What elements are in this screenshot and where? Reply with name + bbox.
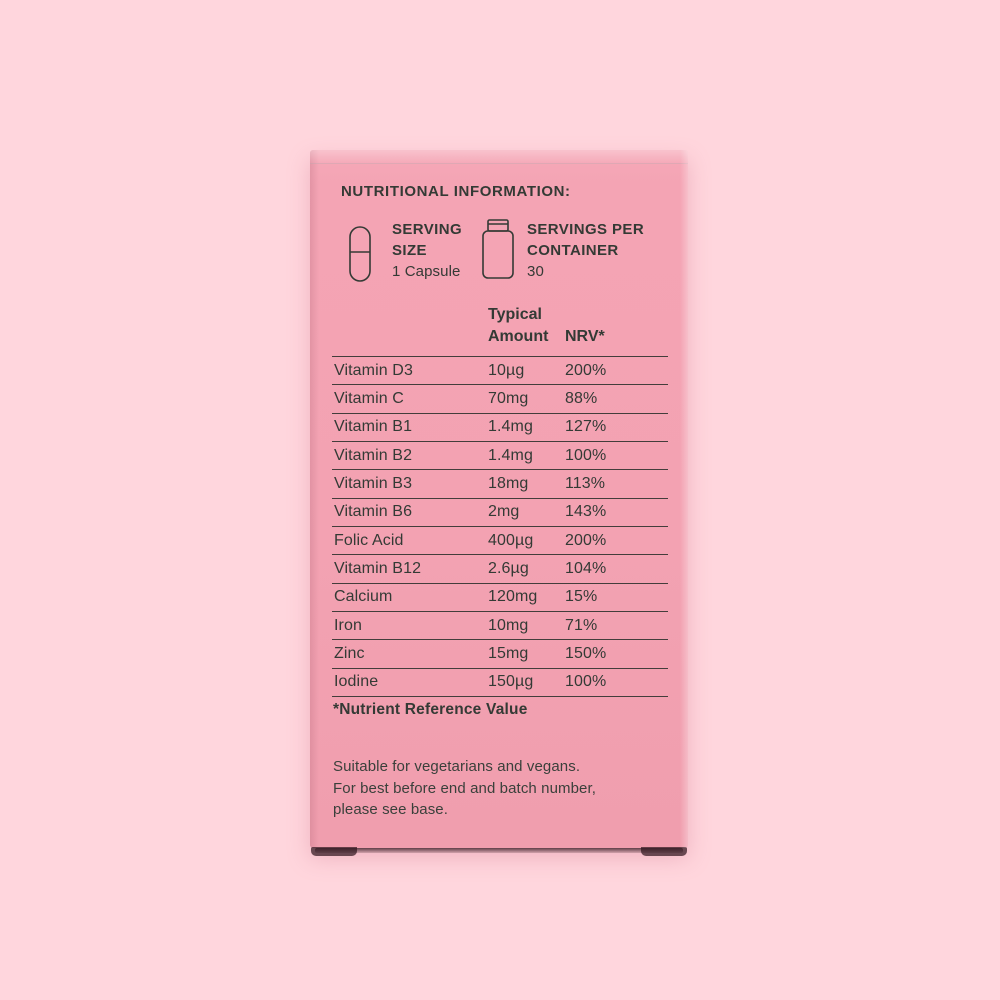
jar-icon xyxy=(481,219,515,284)
nutrient-amount: 150µg xyxy=(488,673,534,691)
box-bottom-flap-left xyxy=(311,847,357,856)
table-row xyxy=(332,584,668,612)
table-row xyxy=(332,555,668,583)
table-row xyxy=(332,385,668,413)
nrv-footnote: *Nutrient Reference Value xyxy=(333,701,528,718)
nutrient-nrv: 15% xyxy=(565,588,598,606)
table-header-spacer xyxy=(332,304,488,348)
nutrient-amount: 2.6µg xyxy=(488,560,529,578)
table-row xyxy=(332,414,668,442)
nutrient-amount: 400µg xyxy=(488,531,534,549)
table-row xyxy=(332,499,668,527)
nutrient-name: Iodine xyxy=(334,673,379,691)
nutrient-name: Zinc xyxy=(334,645,365,663)
table-header xyxy=(332,304,668,348)
nutrient-nrv: 100% xyxy=(565,446,607,464)
servings-per-container-block xyxy=(527,219,644,282)
nutrient-amount: 1.4mg xyxy=(488,418,533,436)
table-row xyxy=(332,357,668,385)
table-row xyxy=(332,470,668,498)
nutrient-name: Vitamin B6 xyxy=(334,503,413,521)
box-bottom-shadow xyxy=(315,848,683,853)
nutrient-nrv: 143% xyxy=(565,503,607,521)
column-header-typical-amount xyxy=(488,304,565,348)
capsule-icon xyxy=(349,226,371,287)
nutrient-name: Vitamin B12 xyxy=(334,560,422,578)
note-line: please see base. xyxy=(333,801,449,818)
product-box-back-panel xyxy=(310,150,688,848)
nutrient-amount: 15mg xyxy=(488,645,529,663)
nutrient-nrv: 71% xyxy=(565,616,598,634)
nutrient-amount: 18mg xyxy=(488,475,529,493)
column-header-amount: Amount xyxy=(488,328,549,345)
serving-size-value: 1 Capsule xyxy=(392,263,461,280)
table-row xyxy=(332,527,668,555)
nutrient-amount: 2mg xyxy=(488,503,520,521)
serving-size-block xyxy=(392,219,462,282)
nutrient-name: Calcium xyxy=(334,588,393,606)
nutrient-nrv: 127% xyxy=(565,418,607,436)
nutrient-amount: 70mg xyxy=(488,390,529,408)
table-row xyxy=(332,612,668,640)
table-row xyxy=(332,442,668,470)
nutrient-name: Vitamin B3 xyxy=(334,475,413,493)
nutrient-nrv: 200% xyxy=(565,531,607,549)
box-top-flap xyxy=(310,150,688,164)
box-bottom-flap-right xyxy=(641,847,687,856)
nutrient-nrv: 200% xyxy=(565,361,607,379)
note-line: For best before end and batch number, xyxy=(333,779,597,797)
nutrient-nrv: 88% xyxy=(565,390,598,408)
nutrient-amount: 10mg xyxy=(488,616,529,634)
nutritional-information-heading: NUTRITIONAL INFORMATION: xyxy=(341,183,571,200)
nutrient-name: Vitamin B1 xyxy=(334,418,413,436)
table-row xyxy=(332,669,668,697)
servings-per-container-value: 30 xyxy=(527,263,544,280)
nutrient-amount: 120mg xyxy=(488,588,538,606)
nutrient-nrv: 100% xyxy=(565,673,607,691)
column-header-typical: Typical xyxy=(488,306,542,323)
nutrition-table xyxy=(332,356,668,697)
nutrient-nrv: 104% xyxy=(565,560,607,578)
nutrient-name: Vitamin C xyxy=(334,390,404,408)
servings-per-container-label-line1: SERVINGS PER xyxy=(527,221,645,238)
nutrient-name: Vitamin B2 xyxy=(334,446,413,464)
serving-size-label-line2: SIZE xyxy=(392,242,427,259)
nutrient-name: Vitamin D3 xyxy=(334,361,413,379)
nutrient-amount: 10µg xyxy=(488,361,525,379)
table-row xyxy=(332,640,668,668)
column-header-nrv: NRV* xyxy=(565,328,605,345)
suitability-notes xyxy=(333,756,596,821)
nutrient-name: Folic Acid xyxy=(334,531,404,549)
note-line: Suitable for vegetarians and vegans. xyxy=(333,758,581,775)
nutrient-nrv: 150% xyxy=(565,645,607,663)
nutrient-nrv: 113% xyxy=(565,475,606,493)
nutrient-amount: 1.4mg xyxy=(488,446,533,464)
servings-per-container-label-line2: CONTAINER xyxy=(527,242,619,259)
nutrient-name: Iron xyxy=(334,616,362,634)
serving-size-label-line1: SERVING xyxy=(392,221,463,238)
